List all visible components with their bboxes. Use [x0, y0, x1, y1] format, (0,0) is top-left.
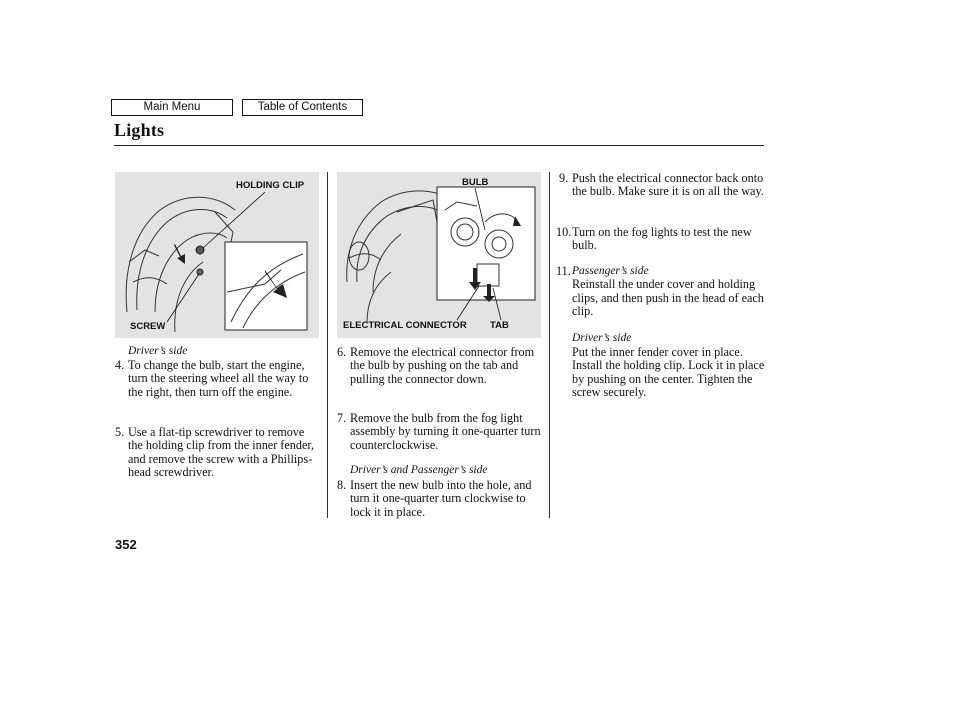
step-number: 4.: [115, 358, 125, 372]
drivers-and-passengers-side-caption: Driver’s and Passenger’s side: [350, 464, 488, 476]
tab-label: TAB: [490, 320, 509, 331]
step-text: Remove the bulb from the fog light assembly by turning it one-quarter turn counterclockwise.: [350, 411, 541, 452]
fender-illustration: [115, 172, 319, 338]
step-number: 9.: [559, 171, 569, 185]
step-text: To change the bulb, start the engine, turn the steering wheel all the way to the right, then turn off the engine.: [128, 358, 309, 399]
passengers-side-caption: Passenger’s side: [572, 265, 649, 277]
drivers-side-caption: Driver’s side: [128, 345, 188, 357]
step-number: 5.: [115, 425, 125, 439]
step-number: 7.: [337, 411, 347, 425]
step-text: Insert the new bulb into the hole, and turn it one-quarter turn clockwise to lock it in place.: [350, 478, 532, 519]
page-number: 352: [115, 537, 137, 552]
step-text: Reinstall the under cover and holding clips, and then push in the head of each clip.: [572, 277, 764, 319]
holding-clip-label: HOLDING CLIP: [236, 180, 305, 191]
drivers-side-instructions: [572, 346, 769, 400]
step-text: Put the inner fender cover in place. Install the holding clip. Lock it in place by pushing on the center. Tighten the screw securely.: [572, 345, 765, 400]
main-menu-button[interactable]: Main Menu: [111, 99, 233, 116]
step-5: [115, 426, 320, 480]
screw-label: SCREW: [130, 321, 166, 332]
step-text: Push the electrical connector back onto the bulb. Make sure it is on all the way.: [572, 171, 764, 199]
step-8: [337, 479, 542, 519]
figure-bulb-connector: [337, 172, 541, 338]
step-9: [559, 172, 769, 199]
step-6: [337, 346, 542, 386]
step-text: Remove the electrical connector from the bulb by pushing on the tab and pulling the connector down.: [350, 345, 535, 386]
page-title: Lights: [114, 120, 165, 140]
electrical-connector-label: ELECTRICAL CONNECTOR: [343, 320, 467, 331]
fog-light-illustration: [337, 172, 541, 338]
step-11: [556, 265, 769, 319]
step-7: [337, 412, 542, 452]
step-10: [556, 226, 769, 253]
step-number: 8.: [337, 478, 347, 492]
drivers-side-caption-2: Driver’s side: [572, 332, 632, 344]
title-rule: [114, 145, 764, 146]
step-number: 11.: [556, 264, 571, 278]
step-text: Use a flat-tip screwdriver to remove the holding clip from the inner fender, and remove the screw with a Phillips-head screwdriver.: [128, 425, 314, 480]
step-text: Turn on the fog lights to test the new bulb.: [572, 225, 752, 253]
step-number: 6.: [337, 345, 347, 359]
bulb-label: BULB: [462, 177, 489, 188]
table-of-contents-button[interactable]: Table of Contents: [242, 99, 363, 116]
column-divider-1: [327, 172, 328, 518]
step-number: 10.: [556, 225, 572, 239]
step-4: [115, 359, 320, 399]
figure-holding-clip-screw: [115, 172, 319, 338]
column-divider-2: [549, 172, 550, 518]
